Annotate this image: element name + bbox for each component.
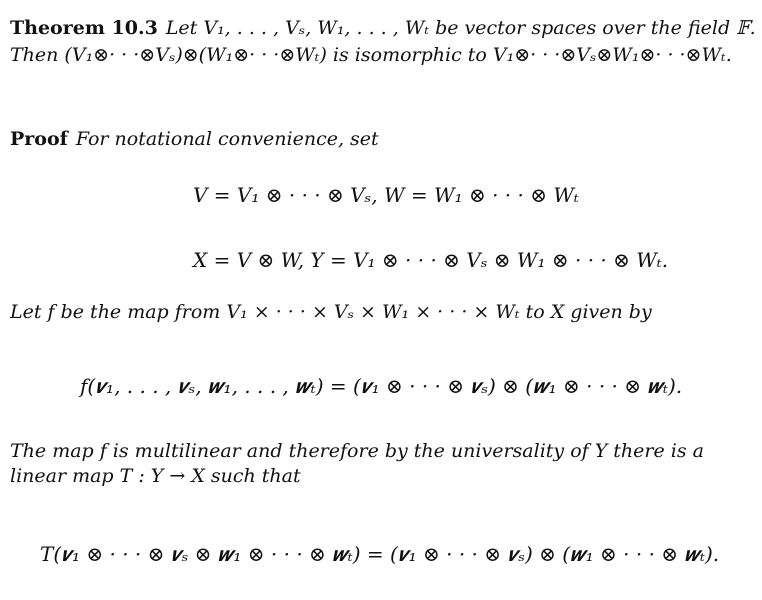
- equation-x-y: X = V ⊗ W, Y = V₁ ⊗ · · · ⊗ Vₛ ⊗ W₁ ⊗ · · · ⊗ Wₜ.: [193, 248, 669, 272]
- equation-f-definition: f(𝒗₁, . . . , 𝒗ₛ, 𝒘₁, . . . , 𝒘ₜ) = (𝒗₁ ⊗ · · · ⊗ 𝒗ₛ) ⊗ (𝒘₁ ⊗ · · · ⊗ 𝒘ₜ).: [80, 374, 683, 398]
- theorem-line-1: [10, 16, 756, 40]
- proof-intro-line: [10, 127, 379, 151]
- multilinear-line-2: linear map T : Y → X such that: [10, 465, 301, 487]
- proof-intro: For notational convenience, set: [75, 128, 379, 150]
- map-sentence: Let f be the map from V₁ × · · · × Vₛ × W₁ × · · · × Wₜ to X given by: [10, 301, 652, 323]
- theorem-statement-line-1: Let V₁, . . . , Vₛ, W₁, . . . , Wₜ be vector spaces over the field 𝔽.: [165, 17, 756, 39]
- theorem-label: Theorem 10.3: [10, 17, 158, 39]
- equation-v-w: V = V₁ ⊗ · · · ⊗ Vₛ, W = W₁ ⊗ · · · ⊗ Wₜ: [193, 183, 579, 207]
- multilinear-line-1: The map f is multilinear and therefore by the universality of Y there is a: [10, 440, 704, 462]
- proof-label: Proof: [10, 128, 68, 150]
- equation-t-definition: T(𝒗₁ ⊗ · · · ⊗ 𝒗ₛ ⊗ 𝒘₁ ⊗ · · · ⊗ 𝒘ₜ) = (𝒗₁ ⊗ · · · ⊗ 𝒗ₛ) ⊗ (𝒘₁ ⊗ · · · ⊗ 𝒘ₜ).: [40, 542, 720, 566]
- theorem-statement-line-2: Then (V₁⊗· · ·⊗Vₛ)⊗(W₁⊗· · ·⊗Wₜ) is isomorphic to V₁⊗· · ·⊗Vₛ⊗W₁⊗· · ·⊗Wₜ.: [10, 44, 732, 66]
